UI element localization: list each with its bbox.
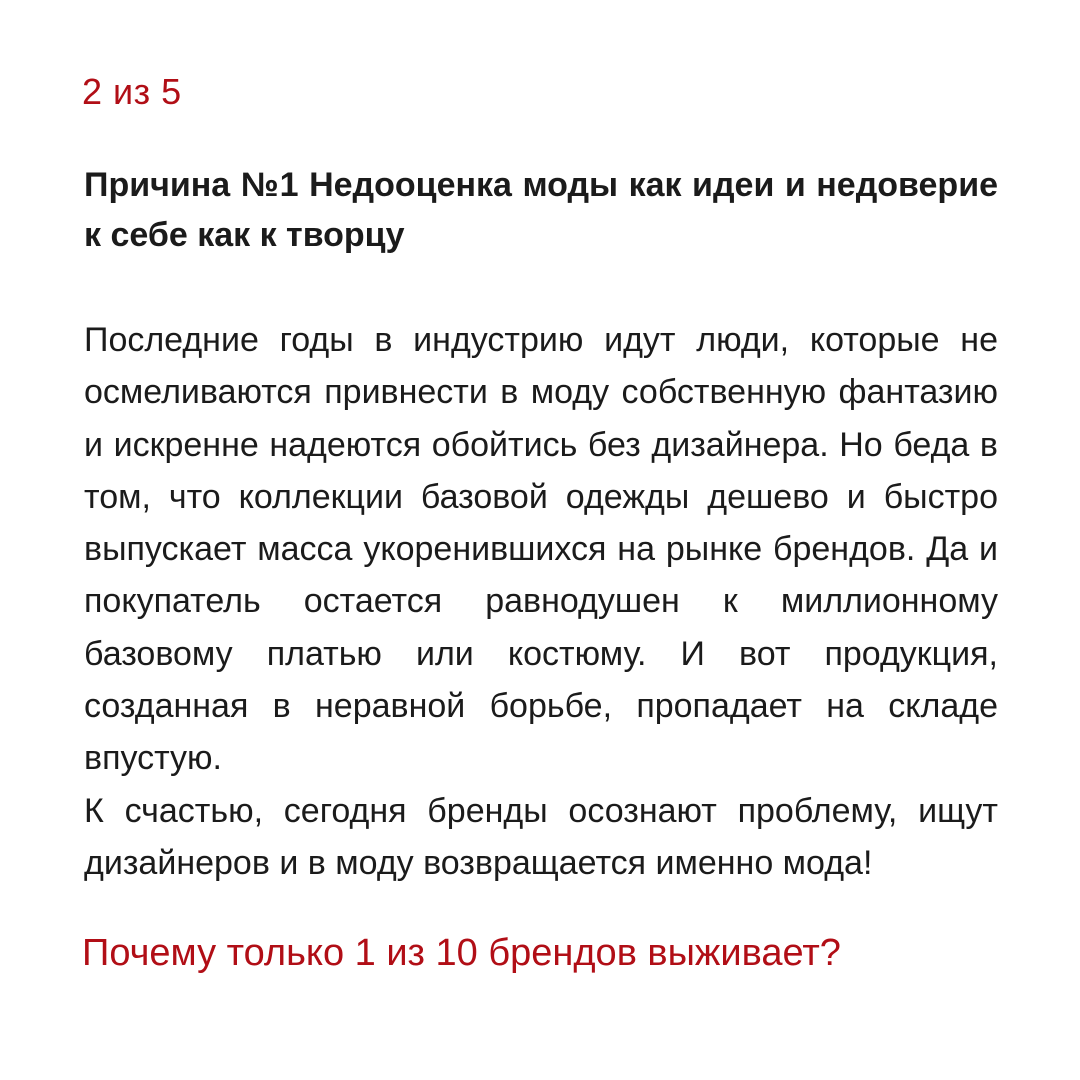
body-paragraph-1: Последние годы в индустрию идут люди, которые не осмеливаются привнести в моду собственную фантазию и искренне надеются обойтись без дизайнера. Но беда в том, что коллекции базовой одежды дешево и быстро выпускает масса укоренившихся на рынке брендов. Да и покупатель остается равнодушен к миллионному базовому платью или костюму. И вот продукция, созданная в неравной борьбе, пропадает на складе впустую. (84, 321, 998, 778)
body-paragraph-2: К счастью, сегодня бренды осознают проблему, ищут дизайнеров и в моду возвращается именно мода! (84, 791, 998, 882)
footer-question: Почему только 1 из 10 брендов выживает? (82, 932, 841, 974)
reason-heading: Причина №1 Недооценка моды как идеи и недоверие к себе как к творцу (84, 166, 998, 254)
body-text (84, 314, 998, 889)
page-counter: 2 из 5 (82, 71, 182, 112)
